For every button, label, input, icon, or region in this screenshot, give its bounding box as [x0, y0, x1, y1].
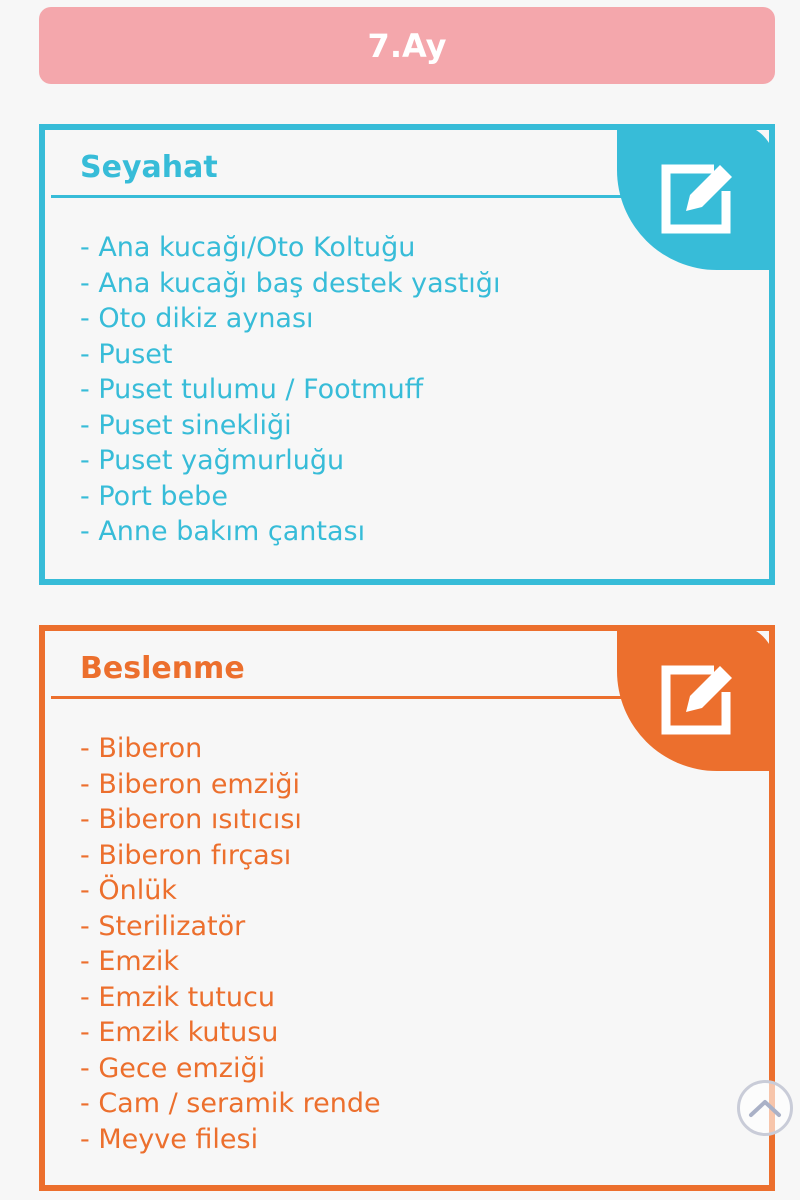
- list-item: - Anne bakım çantası: [80, 516, 366, 547]
- list-item: - Ana kucağı/Oto Koltuğu: [80, 232, 416, 263]
- list-item: - Puset tulumu / Footmuff: [80, 374, 424, 405]
- list-item: - Emzik: [80, 946, 179, 977]
- list-item: - Ana kucağı baş destek yastığı: [80, 267, 501, 299]
- checklist: [80, 230, 500, 550]
- list-item: - Puset sinekliği: [80, 409, 292, 441]
- list-item: - Emzik tutucu: [80, 981, 275, 1013]
- list-item: - Biberon ısıtıcısı: [80, 804, 302, 835]
- list-item: - Biberon emziği: [80, 768, 301, 800]
- list-item: - Puset: [80, 338, 173, 370]
- list-item: - Biberon: [80, 733, 203, 764]
- list-item: - Port bebe: [80, 480, 228, 512]
- list-item: - Meyve filesi: [80, 1123, 259, 1155]
- section-card-seyahat: [39, 124, 775, 585]
- list-item: - Oto dikiz aynası: [80, 303, 314, 334]
- chevron-up-icon: [748, 1098, 782, 1118]
- edit-button-beslenme[interactable]: [617, 625, 775, 771]
- list-item: - Cam / seramik rende: [80, 1088, 381, 1119]
- edit-button-seyahat[interactable]: [617, 124, 775, 270]
- scroll-to-top-button[interactable]: [737, 1080, 793, 1136]
- edit-icon: [656, 155, 740, 239]
- list-item: - Sterilizatör: [80, 910, 246, 942]
- section-card-beslenme: [39, 625, 775, 1191]
- list-item: - Biberon fırçası: [80, 839, 292, 871]
- section-title: Beslenme: [80, 651, 245, 686]
- list-item: - Önlük: [80, 875, 177, 906]
- month-header[interactable]: [39, 7, 775, 84]
- section-title: Seyahat: [80, 150, 218, 185]
- month-title: 7.Ay: [367, 26, 447, 65]
- edit-icon: [656, 656, 740, 740]
- list-item: - Emzik kutusu: [80, 1017, 279, 1048]
- section-divider: [51, 696, 651, 699]
- checklist: [80, 731, 381, 1157]
- section-divider: [51, 195, 651, 198]
- list-item: - Puset yağmurluğu: [80, 445, 345, 476]
- list-item: - Gece emziği: [80, 1052, 266, 1084]
